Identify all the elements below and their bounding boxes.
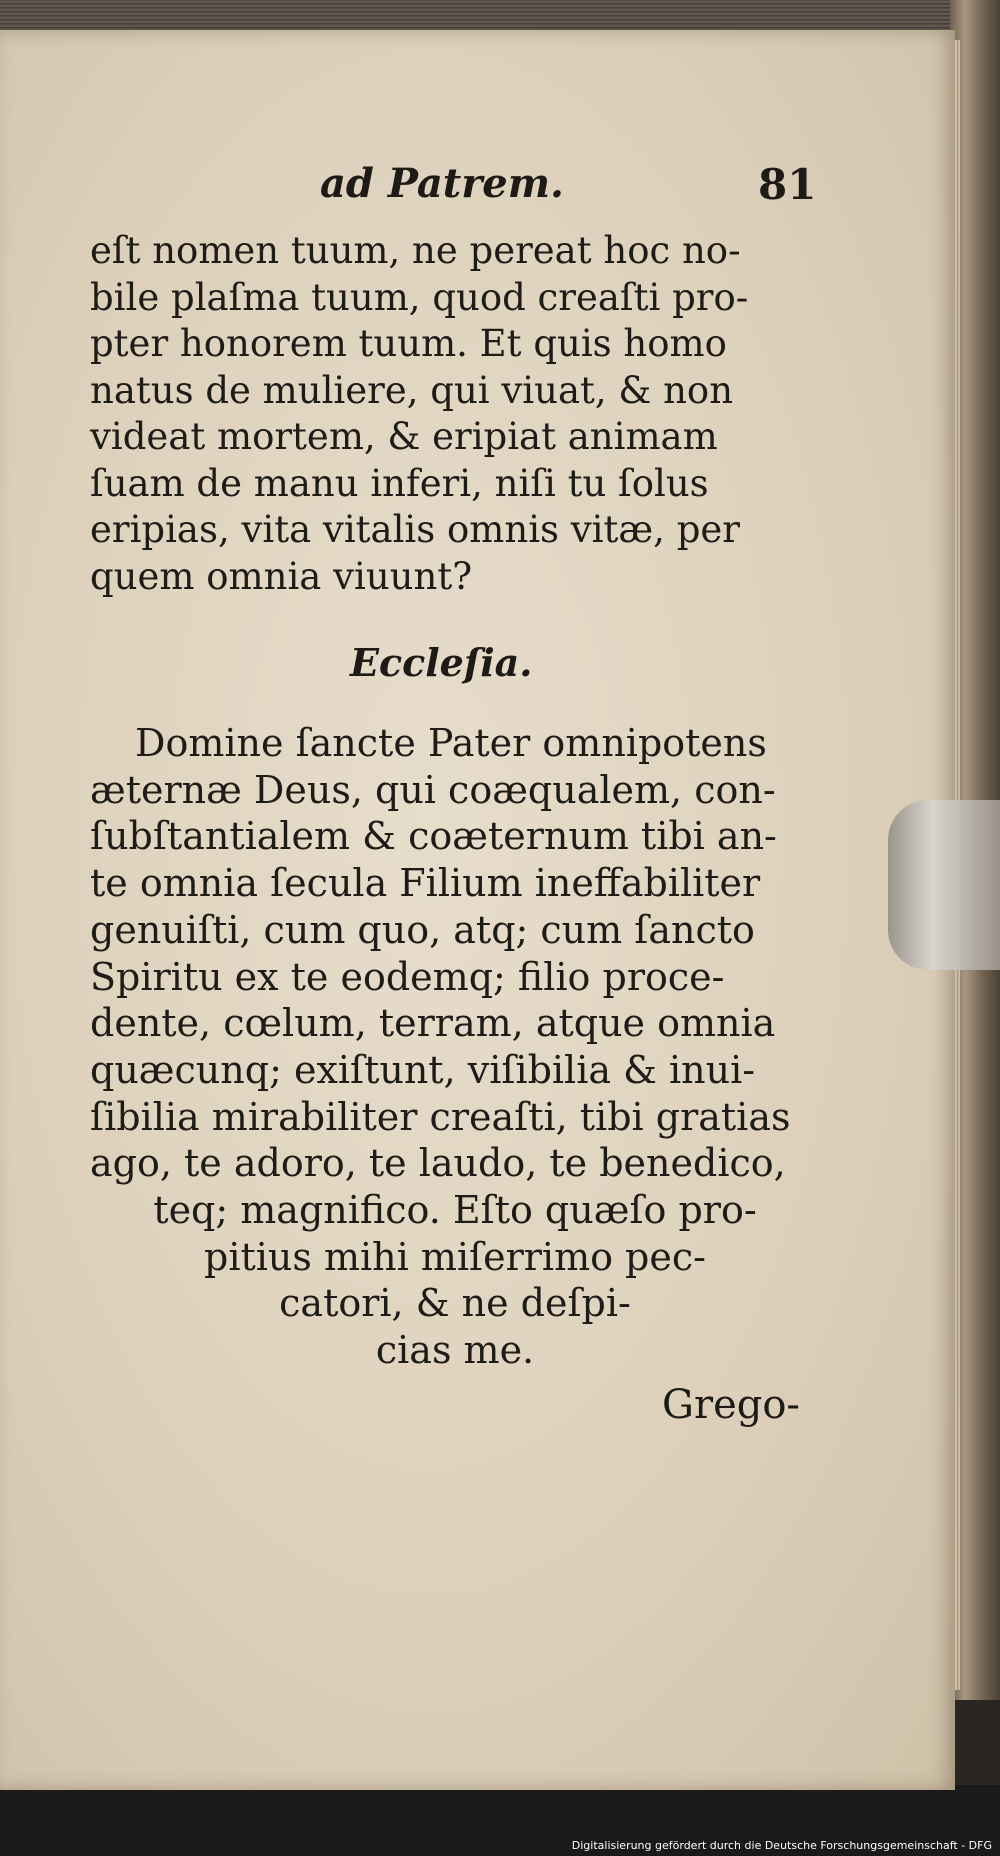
text-line: natus de muliere, qui viuat, & non [90, 368, 734, 412]
text-line: quæcunq; exiſtunt, viſibilia & inui- [90, 1047, 756, 1092]
text-line: te omnia ſecula Filium ineffabiliter [90, 861, 761, 906]
text-line: teq; magnifico. Eſto quæſo pro- [153, 1188, 757, 1233]
running-head: ad Patrem. [320, 160, 564, 207]
text-line: eſt nomen tuum, ne pereat hoc no- [90, 229, 741, 272]
text-line: pitius mihi miſerrimo pec- [204, 1234, 706, 1279]
digitization-credit: Digitalisierung gefördert durch die Deutsche Forschungsgemeinschaft - DFG [571, 1839, 992, 1852]
text-line: videat mortem, & eripiat animam [90, 415, 718, 458]
text-line: Spiritu ex te eodemq; filio proce- [90, 954, 725, 999]
text-line: genuiſti, cum quo, atq; cum ſancto [90, 907, 755, 952]
text-line: ago, te adoro, te laudo, te benedico, [90, 1141, 786, 1186]
text-line: ſuam de manu inferi, niſi tu ſolus [90, 461, 709, 505]
catchword: Grego- [662, 1382, 800, 1428]
text-line: ſibilia mirabiliter creaſti, tibi gratias [90, 1094, 791, 1139]
section-heading: Eccleſia. [350, 640, 533, 685]
text-line: quem omnia viuunt? [90, 554, 473, 598]
text-line: Domine ſancte Pater omnipotens [135, 721, 767, 765]
paragraph-1 [90, 228, 820, 600]
text-line: catori, & ne deſpi- [279, 1281, 631, 1326]
text-line: æternæ Deus, qui coæqualem, con- [90, 767, 776, 812]
text-line: eripias, vita vitalis omnis vitæ, per [90, 508, 740, 551]
page-number: 81 [758, 160, 817, 209]
text-line: dente, cœlum, terram, atque omnia [90, 1001, 776, 1046]
text-line: bile plaſma tuum, quod creaſti pro- [90, 275, 749, 319]
text-line: pter honorem tuum. Et quis homo [90, 322, 727, 365]
paragraph-2 [90, 720, 820, 1374]
page-clip [888, 800, 1000, 970]
text-line: cias me. [375, 1328, 535, 1373]
text-line: ſubſtantialem & coæternum tibi an- [90, 814, 777, 859]
